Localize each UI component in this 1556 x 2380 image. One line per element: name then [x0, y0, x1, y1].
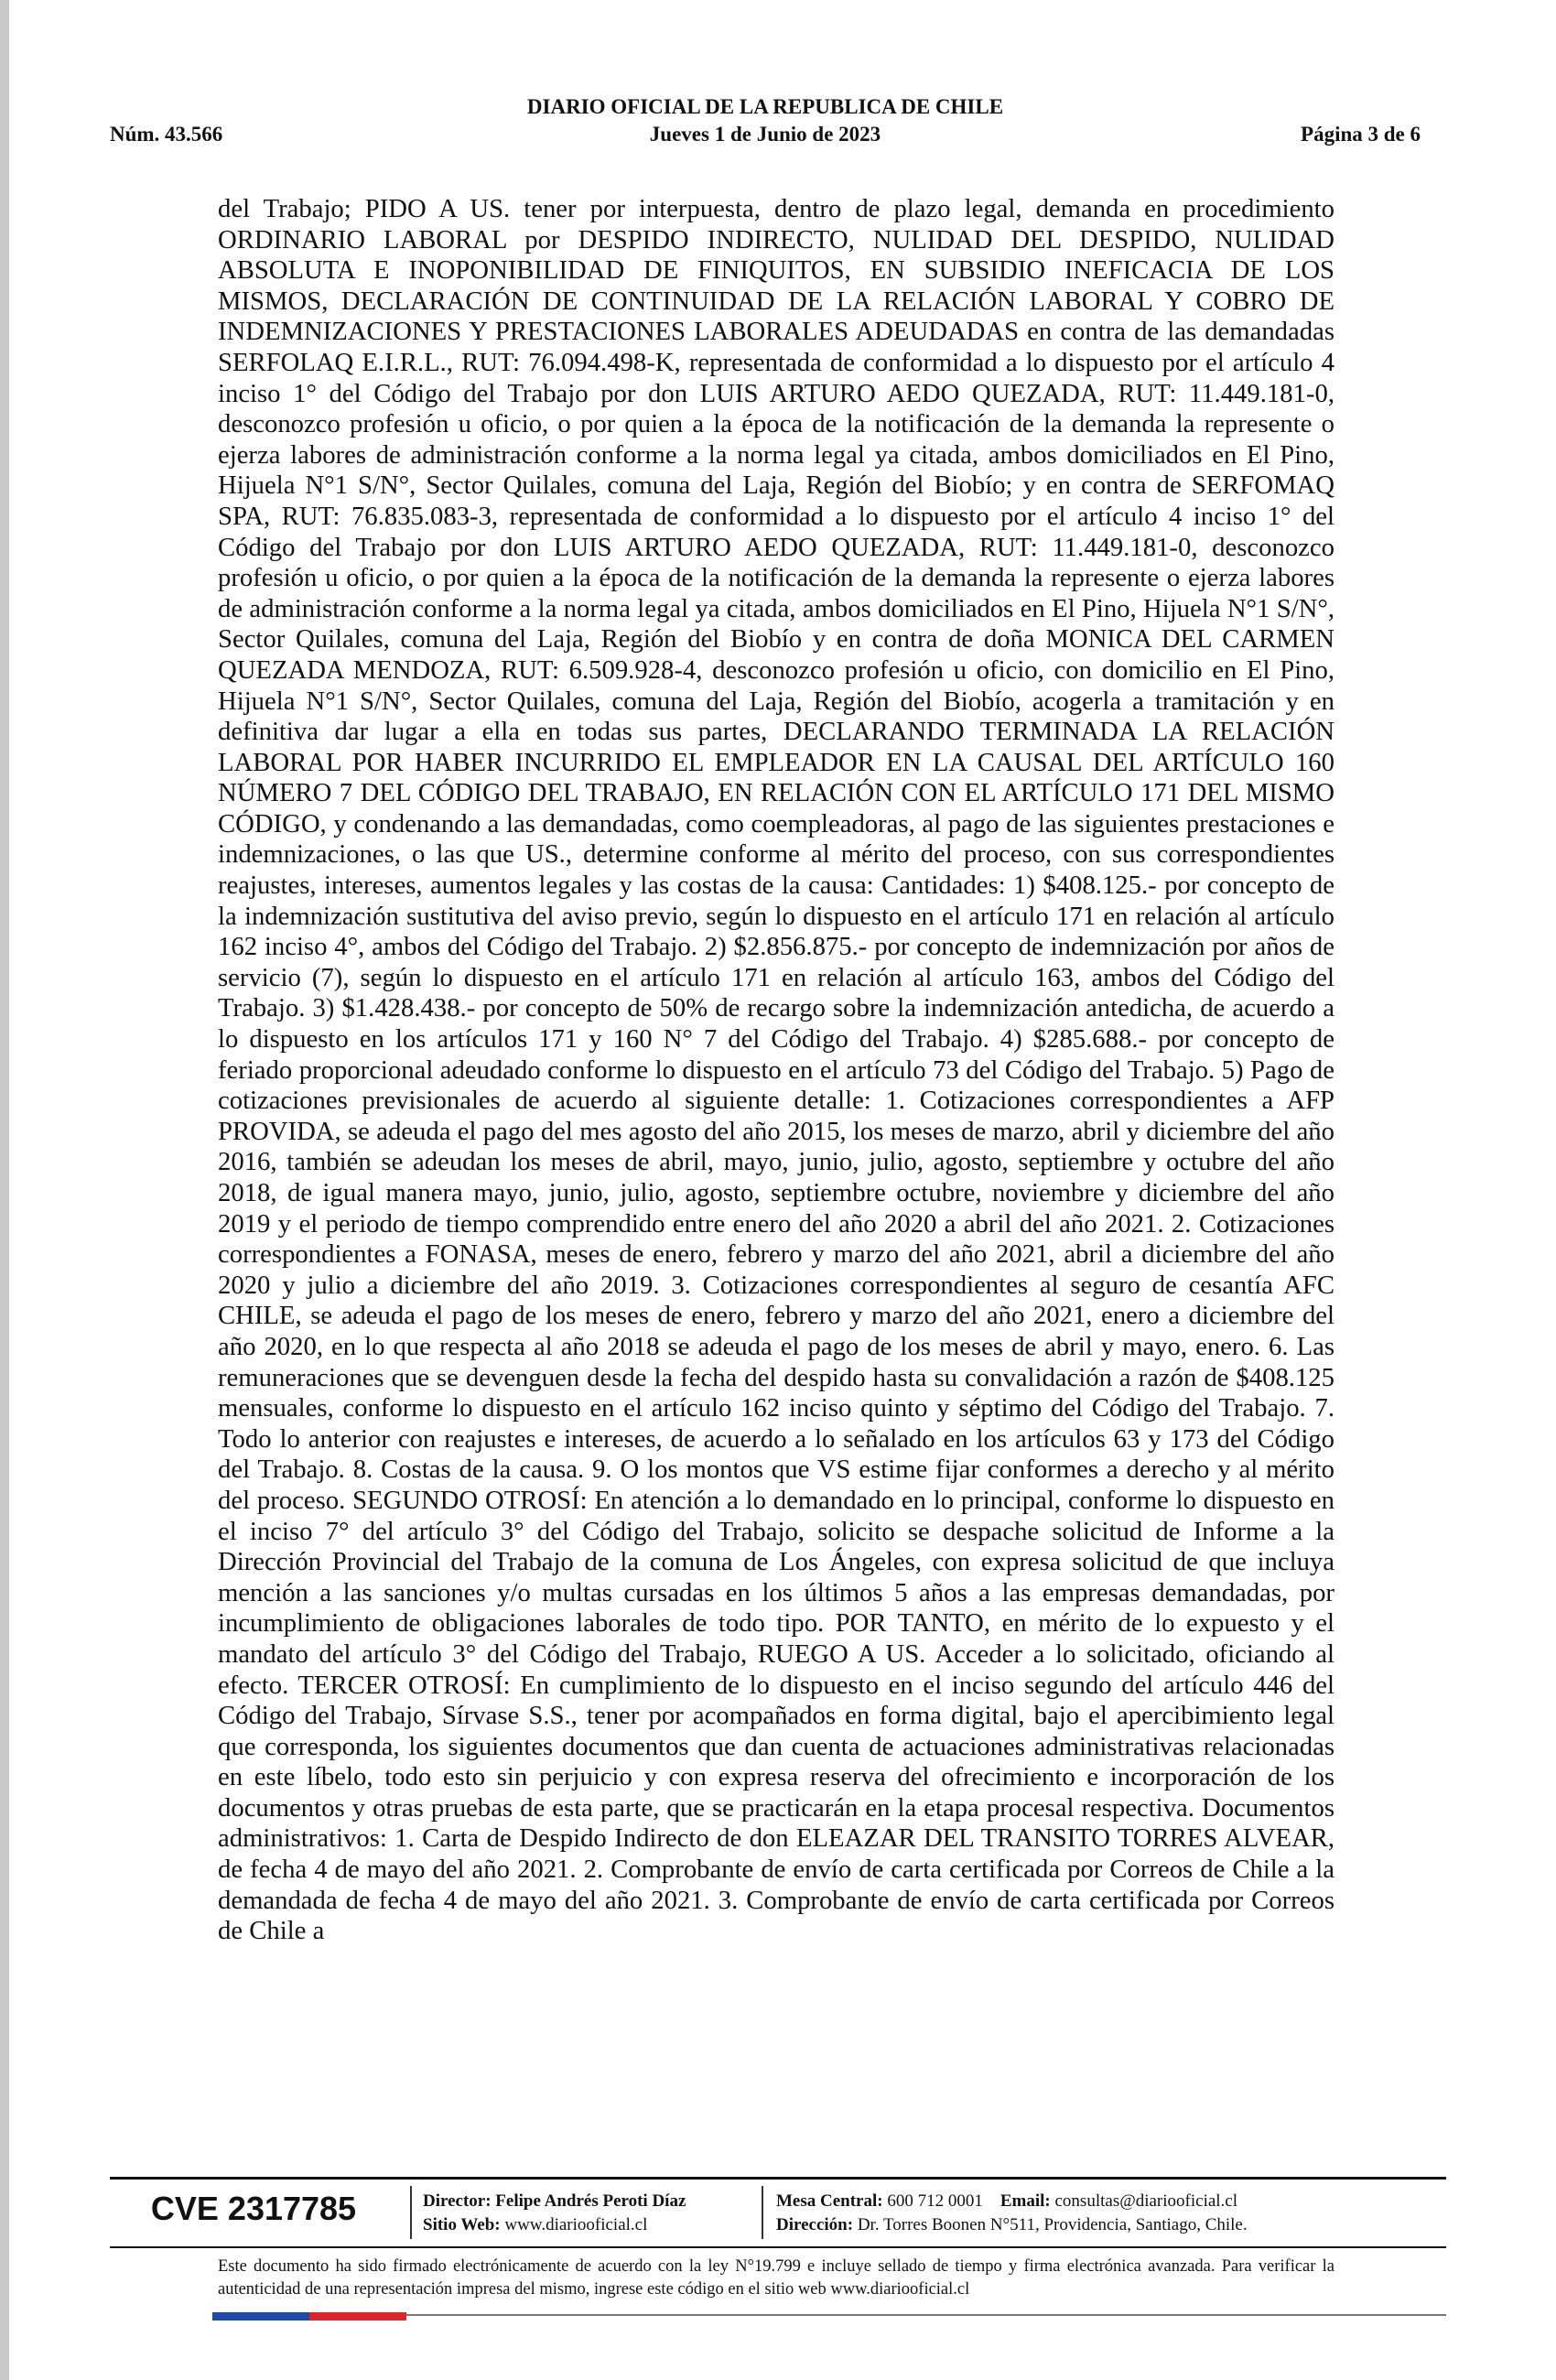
flag-red-segment: [309, 2312, 406, 2320]
mesa-phone: 600 712 0001: [887, 2191, 983, 2211]
chile-flag-stripe: [212, 2312, 406, 2320]
issue-number: Núm. 43.566: [110, 123, 223, 146]
cve-code: CVE 2317785: [150, 2190, 357, 2227]
mesa-label: Mesa Central:: [776, 2191, 883, 2211]
body-paragraph: del Trabajo; PIDO A US. tener por interpuesta, dentro de plazo legal, demanda en procedimiento ORDINARIO LABORAL por DESPIDO INDIRECTO, NULIDAD DEL DESPIDO, NULIDAD ABSOLUTA E INOPONIBILIDAD DE FINIQUITOS, EN SUBSIDIO INEFICACIA DE LOS MISMOS, DECLARACIÓN DE CONTINUIDAD DE LA RELACIÓN LABORAL Y COBRO DE INDEMNIZACIONES Y PRESTACIONES LABORALES ADEUDADAS en contra de las demandadas SERFOLAQ E.I.R.L., RUT: 76.094.498-K, representada de conformidad a lo dispuesto por el artículo 4 inciso 1° del Código del Trabajo por don LUIS ARTURO AEDO QUEZADA, RUT: 11.449.181-0, desconozco profesión u oficio, o por quien a la época de la notificación de la demanda la represente o ejerza labores de administración conforme a la norma legal ya citada, ambos domiciliados en El Pino, Hijuela N°1 S/N°, Sector Quilales, comuna del Laja, Región del Biobío; y en contra de SERFOMAQ SPA, RUT: 76.835.083-3, representada de conformidad a lo dispuesto por el artículo 4 inciso 1° del Código del Trabajo por don LUIS ARTURO AEDO QUEZADA, RUT: 11.449.181-0, desconozco profesión u oficio, o por quien a la época de la notificación de la demanda la represente o ejerza labores de administración conforme a la norma legal ya citada, ambos domiciliados en El Pino, Hijuela N°1 S/N°, Sector Quilales, comuna del Laja, Región del Biobío y en contra de doña MONICA DEL CARMEN QUEZADA MENDOZA, RUT: 6.509.928-4, desconozco profesión u oficio, con domicilio en El Pino, Hijuela N°1 S/N°, Sector Quilales, comuna del Laja, Región del Biobío, acogerla a tramitación y en definitiva dar lugar a ella en todas sus partes, DECLARANDO TERMINADA LA RELACIÓN LABORAL POR HABER INCURRIDO EL EMPLEADOR EN LA CAUSAL DEL ARTÍCULO 160 NÚMERO 7 DEL CÓDIGO DEL TRABAJO, EN RELACIÓN CON EL ARTÍCULO 171 DEL MISMO CÓDIGO, y condenando a las demandadas, como coempleadoras, al pago de las siguientes prestaciones e indemnizaciones, o las que US., determine conforme al mérito del proceso, con sus correspondientes reajustes, intereses, aumentos legales y las costas de la causa: Cantidades: 1) $408.125.- por concepto de la indemnización sustitutiva del aviso previo, según lo dispuesto en el artículo 171 en relación al artículo 162 inciso 4°, ambos del Código del Trabajo. 2) $2.856.875.- por concepto de indemnización por años de servicio (7), según lo dispuesto en el artículo 171 en relación al artículo 163, ambos del Código del Trabajo. 3) $1.428.438.- por concepto de 50% de recargo sobre la indemnización antedicha, de acuerdo a lo dispuesto en los artículos 171 y 160 N° 7 del Código del Trabajo. 4) $285.688.- por concepto de feriado proporcional adeudado conforme lo dispuesto en el artículo 73 del Código del Trabajo. 5) Pago de cotizaciones previsionales de acuerdo al siguiente detalle: 1. Cotizaciones correspondientes a AFP PROVIDA, se adeuda el pago del mes agosto del año 2015, los meses de marzo, abril y diciembre del año 2016, también se adeudan los meses de abril, mayo, junio, julio, agosto, septiembre y octubre del año 2018, de igual manera mayo, junio, julio, agosto, septiembre octubre, noviembre y diciembre del año 2019 y el periodo de tiempo comprendido entre enero del año 2020 a abril del año 2021. 2. Cotizaciones correspondientes a FONASA, meses de enero, febrero y marzo del año 2021, abril a diciembre del año 2020 y julio a diciembre del año 2019. 3. Cotizaciones correspondientes al seguro de cesantía AFC CHILE, se adeuda el pago de los meses de enero, febrero y marzo del año 2021, enero a diciembre del año 2020, en lo que respecta al año 2018 se adeuda el pago de los meses de abril y mayo, enero. 6. Las remuneraciones que se devenguen desde la fecha del despido hasta su convalidación a razón de $408.125 mensuales, conforme lo dispuesto en el artículo 162 inciso quinto y séptimo del Código del Trabajo. 7. Todo lo anterior con reajustes e intereses, de acuerdo a lo señalado en los artículos 63 y 173 del Código del Trabajo. 8. Costas de la causa. 9. O los montos que VS estime fijar conformes a derecho y al mérito del proceso. SEGUNDO OTROSÍ: En atención a lo demandado en lo principal, conforme lo dispuesto en el inciso 7° del artículo 3° del Código del Trabajo, solicito se despache solicitud de Informe a la Dirección Provincial del Trabajo de la comuna de Los Ángeles, con expresa solicitud de que incluya mención a las sanciones y/o multas cursadas en los últimos 5 años a las empresas demandadas, por incumplimiento de obligaciones laborales de todo tipo. POR TANTO, en mérito de lo expuesto y el mandato del artículo 3° del Código del Trabajo, RUEGO A US. Acceder a lo solicitado, oficiando al efecto. TERCER OTROSÍ: En cumplimiento de lo dispuesto en el inciso segundo del artículo 446 del Código del Trabajo, Sírvase S.S., tener por acompañados en forma digital, bajo el apercibimiento legal que corresponda, los siguientes documentos que dan cuenta de actuaciones administrativas relacionadas en este líbelo, todo esto sin perjuicio y con expresa reserva del ofrecimiento e incorporación de los documentos y otras pruebas de esta parte, que se practicarán en la etapa procesal respectiva. Documentos administrativos: 1. Carta de Despido Indirecto de don ELEAZAR DEL TRANSITO TORRES ALVEAR, de fecha 4 de mayo del año 2021. 2. Comprobante de envío de carta certificada por Correos de Chile a la demandada de fecha 4 de mayo del año 2021. 3. Comprobante de envío de carta certificada por Correos de Chile a: [218, 194, 1334, 1946]
legal-notice: Este documento ha sido firmado electrónicamente de acuerdo con la ley N°19.799 e incluye sellado de tiempo y firma electrónica avanzada. Para verificar la autenticidad de una representación impresa del mismo, ingrese este código en el sitio web www.diariooficial.cl: [218, 2257, 1334, 2299]
footer-divider: [762, 2186, 763, 2239]
bottom-rule: [406, 2314, 1446, 2316]
footer-contact-block: [776, 2190, 1248, 2237]
page-left-edge: [0, 0, 9, 2380]
address-label: Dirección:: [776, 2215, 854, 2234]
footer-divider: [410, 2186, 412, 2239]
website-label: Sitio Web:: [423, 2215, 501, 2234]
director-name: Felipe Andrés Peroti Díaz: [495, 2191, 686, 2211]
email-link[interactable]: consultas@diariooficial.cl: [1054, 2191, 1238, 2211]
address-value: Dr. Torres Boonen N°511, Providencia, Santiago, Chile.: [857, 2215, 1248, 2234]
director-label: Director:: [423, 2191, 492, 2211]
page-indicator: Página 3 de 6: [1301, 123, 1421, 146]
email-label: Email:: [1000, 2191, 1051, 2211]
footer-mid-rule: [110, 2246, 1446, 2248]
footer-director-block: [423, 2190, 686, 2237]
publication-title: DIARIO OFICIAL DE LA REPUBLICA DE CHILE: [526, 95, 1004, 118]
issue-date: Jueves 1 de Junio de 2023: [649, 123, 881, 146]
footer-top-rule: [110, 2177, 1446, 2180]
page-header: [110, 95, 1421, 150]
flag-blue-segment: [212, 2312, 309, 2320]
website-link[interactable]: www.diariooficial.cl: [504, 2215, 648, 2234]
